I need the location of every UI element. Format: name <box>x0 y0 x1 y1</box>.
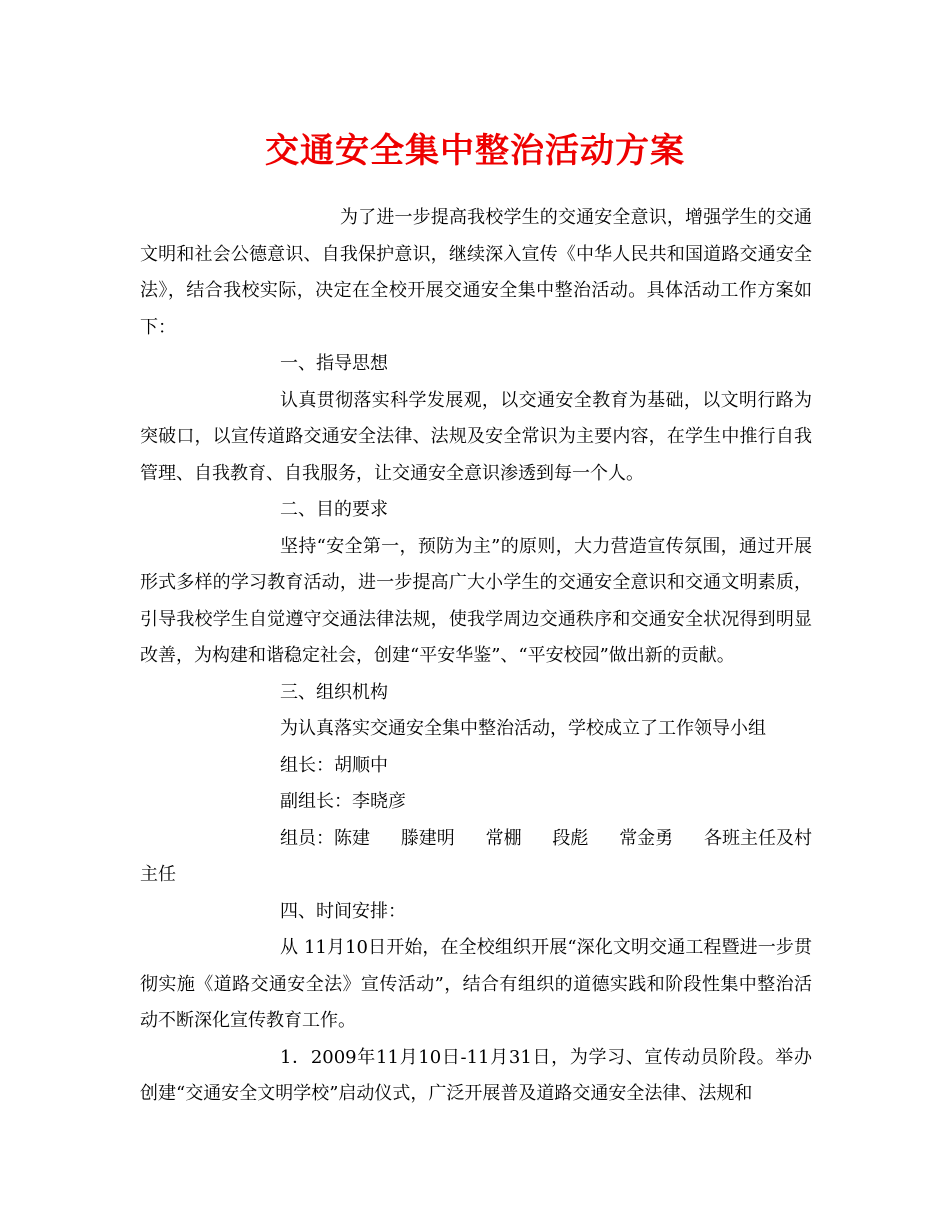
section-heading-guiding-ideology: 一、指导思想 <box>280 353 388 374</box>
group-leader-line: 组长：胡顺中 <box>280 754 388 776</box>
deputy-leader-line: 副组长：李晓彦 <box>280 791 406 812</box>
document-body <box>140 200 812 1113</box>
section-heading-objectives: 二、目的要求 <box>280 499 388 520</box>
member-name: 各班主任及村 <box>703 827 812 849</box>
member-name: 常金勇 <box>619 827 674 849</box>
group-members-line <box>140 821 812 858</box>
organization-paragraph: 为认真落实交通安全集中整治活动，学校成立了工作领导小组 <box>280 718 766 739</box>
schedule-item-1: 1．2009年11月10日-11月31日，为学习、宣传动员阶段。举办创建“交通安全文明学校”启动仪式，广泛开展普及道路交通安全法律、法规和 <box>140 1046 812 1104</box>
objectives-paragraph: 坚持“安全第一，预防为主”的原则，大力营造宣传氛围，通过开展形式多样的学习教育活动，进一步提高广大小学生的交通安全意识和交通文明素质，引导我校学生自觉遵守交通法律法规，使我学周边交通秩序和交通安全状况得到明显改善，为构建和谐稳定社会，创建“平安华鉴”、“平安校园”做出新的贡献。 <box>140 535 812 666</box>
document-title: 交通安全集中整治活动方案 <box>265 131 685 171</box>
section-heading-organization: 三、组织机构 <box>280 681 388 703</box>
member-name: 段彪 <box>552 827 589 849</box>
member-name: 滕建明 <box>400 827 455 849</box>
schedule-paragraph: 从 11月10日开始，在全校组织开展“深化文明交通工程暨进一步贯彻实施《道路交通安全法》宣传活动”，结合有组织的道德实践和阶段性集中整治活动不断深化宣传教育工作。 <box>140 937 812 1031</box>
intro-paragraph: 为了进一步提高我校学生的交通安全意识，增强学生的交通文明和社会公德意识、自我保护意识，继续深入宣传《中华人民共和国道路交通安全法》，结合我校实际，决定在全校开展交通安全集中整治活动。具体活动工作方案如下： <box>140 207 812 338</box>
guiding-ideology-paragraph: 认真贯彻落实科学发展观，以交通安全教育为基础，以文明行路为突破口，以宣传道路交通安全法律、法规及安全常识为主要内容，在学生中推行自我管理、自我教育、自我服务，让交通安全意识渗透到每一个人。 <box>140 389 812 484</box>
group-members-tail: 主任 <box>140 864 176 885</box>
member-name: 常棚 <box>485 827 522 849</box>
section-heading-schedule: 四、时间安排： <box>280 900 406 922</box>
members-label: 组员：陈建 <box>280 827 370 849</box>
